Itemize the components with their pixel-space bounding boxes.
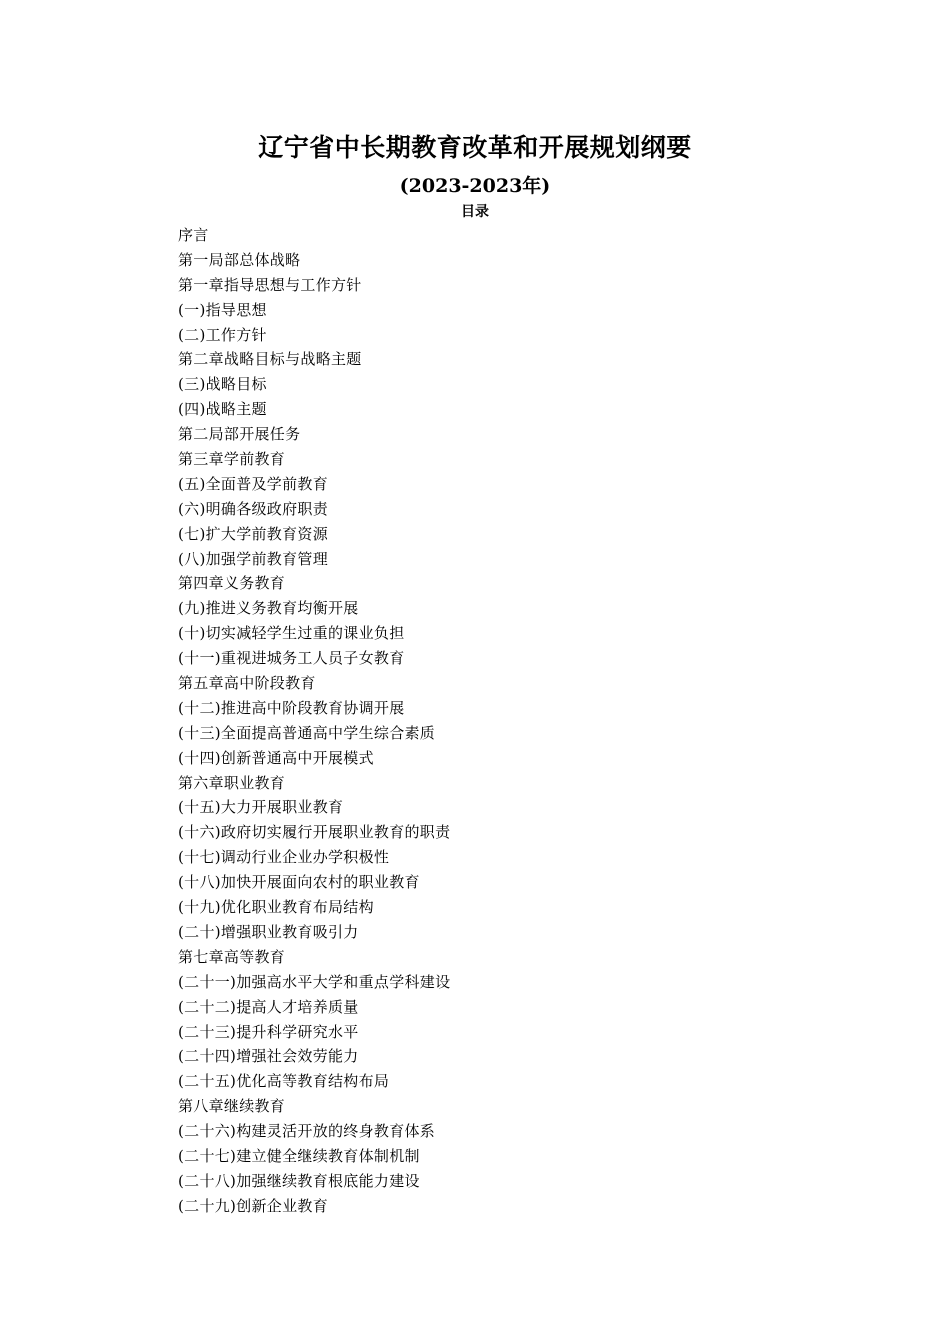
- toc-item: (八)加强学前教育管理: [178, 549, 329, 568]
- toc-item: (二十三)提升科学研究水平: [178, 1022, 359, 1041]
- toc-item: (二十二)提高人才培养质量: [178, 997, 359, 1016]
- toc-item: (十一)重视进城务工人员子女教育: [178, 649, 405, 668]
- toc-item: (二十八)加强继续教育根底能力建设: [178, 1171, 420, 1190]
- toc-heading: 目录: [461, 204, 489, 220]
- toc-item: 第二章战略目标与战略主题: [178, 350, 362, 369]
- toc-item: 第一章指导思想与工作方针: [178, 275, 362, 294]
- toc-item: (一)指导思想: [178, 300, 267, 319]
- toc-item: (十九)优化职业教育布局结构: [178, 898, 374, 917]
- toc-item: (二)工作方针: [178, 325, 267, 344]
- toc-item: (十四)创新普通高中开展模式: [178, 748, 374, 767]
- toc-item: (十八)加快开展面向农村的职业教育: [178, 873, 420, 892]
- toc-item: (二十五)优化高等教育结构布局: [178, 1072, 390, 1091]
- document-title: 辽宁省中长期教育改革和开展规划纲要: [258, 133, 692, 162]
- toc-item: (二十一)加强高水平大学和重点学科建设: [178, 972, 451, 991]
- toc-item: (五)全面普及学前教育: [178, 474, 329, 493]
- toc-item: (十)切实减轻学生过重的课业负担: [178, 624, 405, 643]
- toc-item: (十七)调动行业企业办学积极性: [178, 848, 390, 867]
- document-subtitle: (2023-2023年): [399, 175, 551, 197]
- toc-item: (二十四)增强社会效劳能力: [178, 1047, 359, 1066]
- toc-item: 第一局部总体战略: [178, 250, 301, 269]
- toc-item: (二十)增强职业教育吸引力: [178, 922, 359, 941]
- toc-item: (十三)全面提高普通高中学生综合素质: [178, 723, 436, 742]
- toc-list: [178, 223, 878, 1219]
- toc-item: (十二)推进高中阶段教育协调开展: [178, 698, 405, 717]
- toc-item: 第三章学前教育: [178, 450, 286, 469]
- toc-item: 第五章高中阶段教育: [178, 674, 316, 693]
- toc-item: (二十七)建立健全继续教育体制机制: [178, 1146, 420, 1165]
- toc-item: (四)战略主题: [178, 400, 267, 419]
- toc-item: 第四章义务教育: [178, 574, 286, 593]
- toc-item: (十六)政府切实履行开展职业教育的职责: [178, 823, 451, 842]
- toc-item: 第六章职业教育: [178, 773, 286, 792]
- toc-item: (九)推进义务教育均衡开展: [178, 599, 359, 618]
- toc-item: (二十六)构建灵活开放的终身教育体系: [178, 1122, 436, 1141]
- toc-item: (七)扩大学前教育资源: [178, 524, 329, 543]
- toc-item: (十五)大力开展职业教育: [178, 798, 344, 817]
- toc-item: 第二局部开展任务: [178, 425, 301, 444]
- toc-item: 序言: [178, 226, 209, 244]
- toc-item: 第七章高等教育: [178, 947, 286, 966]
- toc-item: (三)战略目标: [178, 375, 267, 394]
- toc-item: (六)明确各级政府职责: [178, 499, 329, 518]
- toc-item: (二十九)创新企业教育: [178, 1196, 329, 1215]
- toc-item: 第八章继续教育: [178, 1097, 286, 1116]
